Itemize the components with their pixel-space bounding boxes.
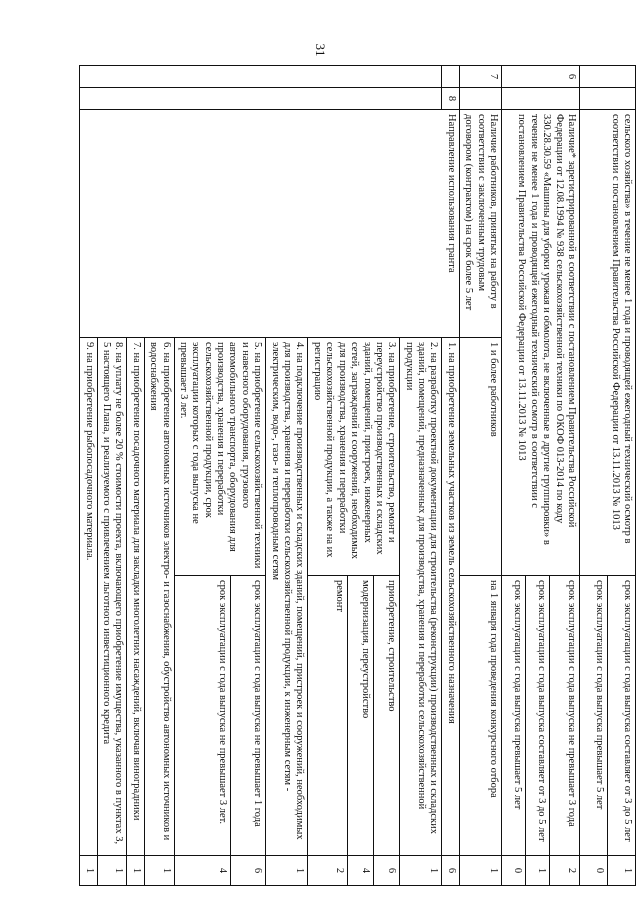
criterion-value: срок эксплуатации с года выпуска превышает 5 лет [502, 576, 526, 856]
score: 1 [80, 856, 97, 886]
score: 6 [374, 856, 400, 886]
score: 4 [174, 856, 230, 886]
sub-num-cell [580, 88, 636, 110]
grant-use-item: 8. на уплату не более 20 % стоимости проекта, включающего приобретение имущества, указанного в пунктах 3, 5 настоящего Плана, и реализуемого с привлечением льготного инвестиционного кредита [97, 338, 127, 856]
score: 6 [442, 856, 459, 886]
criteria-table-sheet [76, 65, 636, 885]
grant-use-subitem: срок эксплуатации с года выпуска не превышает 3 лет. [174, 576, 230, 856]
criterion-condition: 1 и более работников [459, 338, 501, 576]
score: 1 [97, 856, 127, 886]
num-cell [580, 66, 636, 88]
sub-num-cell [459, 88, 501, 110]
row-number: 7 [459, 66, 501, 88]
grant-use-item: 5. на приобретение сельскохозяйственной техники и навесного оборудования, грузового автомобильного транспорта, оборудования для производства, хранения и переработки сельскохозяйственной продукции, срок эксплуатации которых с года выпуска не превышает 3 лет. [174, 338, 266, 576]
grant-use-item: 7. на приобретение посадочного материала для закладки многолетних насаждений, включая виноградники [127, 338, 144, 856]
grant-use-item: 9. на приобретение рыбопосадочного материала. [80, 338, 97, 856]
criterion-description: сельского хозяйства» в течение не менее 1 года и проводящей ежегодный технический осмотр в соответствии с постановлением Правительства Российской Федерации от 13.11.2013 № 1013 [580, 110, 636, 576]
score: 1 [400, 856, 442, 886]
grant-use-subitem: модернизация, переустройство [348, 576, 374, 856]
score: 1 [459, 856, 501, 886]
grant-use-item: 1. на приобретение земельных участков из земель сельскохозяйственного назначения [442, 338, 459, 856]
num-cell [442, 66, 459, 88]
score: 1 [526, 856, 550, 886]
row-number: 6 [502, 66, 580, 88]
grant-use-subitem: ремонт [308, 576, 348, 856]
grant-use-item: 6. на приобретение автономных источников электро- и газоснабжения, обустройство автономных источников и водоснабжения [144, 338, 174, 856]
criterion-description: Наличие работников, принятых на работу в соответствии с заключенным трудовым договором (контрактом) на срок более 5 лет [459, 110, 501, 338]
sub-num-cell [502, 88, 580, 110]
num-cell [80, 66, 442, 88]
score: 1 [608, 856, 636, 886]
score: 2 [308, 856, 348, 886]
table-row [608, 66, 636, 886]
score: 0 [502, 856, 526, 886]
grant-use-subitem: приобретение, строительство [374, 576, 400, 856]
grant-use-item: 4. на подключение производственных и складских зданий, помещений, пристроек и сооружений, необходимых для производства, хранения и переработки сельскохозяйственной продукции, к инженерным сетям - электрическим, водо-, газо- и теплопроводным сетям [266, 338, 308, 856]
score: 4 [348, 856, 374, 886]
criterion-value: на 1 января года проведения конкурсного отбора [459, 576, 501, 856]
page-number: 31 [313, 43, 328, 57]
criterion-value: срок эксплуатации с года выпуска составляет от 3 до 5 лет [608, 576, 636, 856]
table-row [550, 66, 580, 886]
criterion-value: срок эксплуатации с года выпуска превышает 5 лет [580, 576, 608, 856]
score: 1 [144, 856, 174, 886]
row-number: 8 [442, 88, 459, 110]
sub-num-cell [80, 88, 442, 110]
score: 1 [266, 856, 308, 886]
criterion-description: Направление использования гранта [80, 110, 460, 338]
grant-use-subitem: срок эксплуатации с года выпуска не превышает 1 года [231, 576, 266, 856]
criterion-value: срок эксплуатации с года выпуска не превышает 3 года [550, 576, 580, 856]
score: 0 [580, 856, 608, 886]
table-row [442, 66, 459, 886]
grant-use-item: 3. на приобретение, строительство, ремонт и переустройство производственных и складских зданий, помещений, пристроек, инженерных сетей, заграждений и сооружений, необходимых для производства, хранения и переработки сельскохозяйственной продукции, а также на их регистрацию [308, 338, 400, 576]
grant-use-item: 2. на разработку проектной документации для строительства (реконструкции) производственных и складских зданий, помещений, предназначенных для производства, хранения и переработки сельскохозяйственной продукции [400, 338, 442, 856]
score: 6 [231, 856, 266, 886]
score: 2 [550, 856, 580, 886]
table-row [459, 66, 501, 886]
criterion-description: Наличие* зарегистрированной в соответствии с постановлением Правительства Российской Федерации от 12.08.1994 № 938 сельскохозяйственной техники по ОКОФ 013-2014 по коду 330.28.30.59 «Машины для уборки урожая и обмолота, не включенные в другие группировки» в течение не менее 1 года и проводящей ежегодный технический осмотр в соответствии с постановлением Правительства Российской Федерации от 13.11.2013 № 1013 [502, 110, 580, 576]
criterion-value: срок эксплуатации с года выпуска составляет от 3 до 5 лет [526, 576, 550, 856]
criteria-table [79, 65, 636, 886]
score: 1 [127, 856, 144, 886]
